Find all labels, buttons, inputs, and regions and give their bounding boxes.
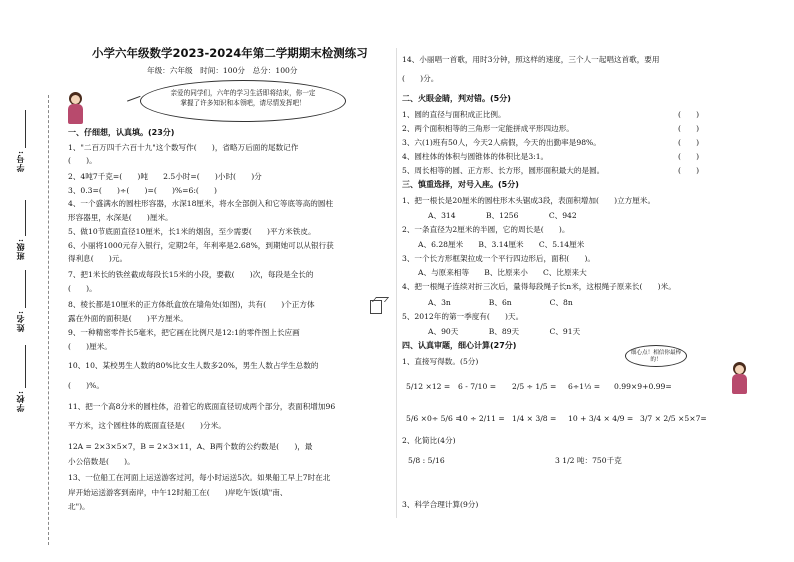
- judge-4-answer[interactable]: ( ): [678, 152, 700, 161]
- section-3-heading: 三、慎重选择，对号入座。(5分): [402, 180, 519, 189]
- judge-3: 3、六(1)班有50人，今天2人病假，今天的出勤率是98%。: [402, 138, 601, 147]
- choice-1-options: A、314 B、1256 C、942: [428, 211, 577, 220]
- judge-5-answer[interactable]: ( ): [678, 166, 700, 175]
- calc-row2-b: 10 ÷ 2/11 =: [458, 414, 505, 423]
- ratio-1: 5/8 : 5/16: [408, 456, 445, 465]
- student-number-label: 学号:: [15, 150, 25, 172]
- greeting-line-1: 亲爱的同学们，六年的学习生活即将结束，你一定: [170, 89, 316, 97]
- exam-info: 年级：六年级 时间：100分 总分：100分: [147, 66, 298, 75]
- school-field[interactable]: [25, 345, 26, 388]
- calc-row1-d: 6÷1⅓ =: [568, 382, 601, 391]
- ratio-heading: 2、化简比(4分): [402, 436, 456, 445]
- judge-1: 1、圆的直径与面积成正比例。: [402, 110, 506, 119]
- question-4-cont: 形容器里，水深是( )厘米。: [68, 213, 173, 222]
- question-5: 5、做10节底面直径10厘米，长1米的烟囱，至少需要( )平方米铁皮。: [68, 227, 316, 236]
- question-11: 11、把一个高8分米的圆柱体，沿着它的底面直径切成两个部分，表面积增加96: [68, 402, 336, 411]
- section-2-heading: 二、火眼金睛，判对错。(5分): [402, 94, 511, 103]
- student-number-field[interactable]: [25, 110, 26, 148]
- greeting-line-2: 掌握了许多知识和本领吧，请尽情发挥吧！: [180, 99, 306, 108]
- calc-row1-a: 5/12 ×12 =: [406, 382, 451, 391]
- question-1-cont: ( )。: [68, 156, 97, 165]
- binding-margin: [0, 0, 60, 562]
- question-4: 4、一个盛满水的圆柱形容器，水深18厘米，将水全部倒入和它等底等高的圆柱: [68, 199, 334, 208]
- section-4-heading: 四、认真审题，细心计算(27分): [402, 341, 517, 350]
- question-13-end: 北")。: [68, 502, 90, 511]
- calc-row1-c: 2/5 ÷ 1/5 =: [512, 382, 557, 391]
- judge-4: 4、圆柱体的体积与圆锥体的体积比是3:1。: [402, 152, 549, 161]
- choice-2-options: A、6.28厘米 B、3.14厘米 C、5.14厘米: [418, 240, 585, 249]
- judge-1-answer[interactable]: ( ): [678, 110, 700, 119]
- question-14-cont: ( )分。: [402, 74, 439, 83]
- choice-5: 5、2012年的第一季度有( )天。: [402, 312, 524, 321]
- calc-1-heading: 1、直接写得数。(5分): [402, 357, 479, 366]
- encourage-bubble: 细心点！相信你最棒的！: [625, 345, 687, 367]
- question-12: 12A = 2×3×5×7，B = 2×3×11，A、B两个数的公约数是( )，最: [68, 442, 313, 451]
- cube-figure: [370, 300, 382, 314]
- calc-row2-c: 1/4 × 3/8 =: [512, 414, 557, 423]
- question-6: 6、小丽将1000元存入银行，定期2年，年利率是2.68%，到期她可以从银行获: [68, 241, 334, 250]
- question-10-cont: ( )%。: [68, 381, 104, 390]
- judge-3-answer[interactable]: ( ): [678, 138, 700, 147]
- calc-row1-b: 6 - 7/10 =: [458, 382, 497, 391]
- ratio-2: 3 1/2 吨：750千克: [555, 456, 622, 465]
- school-label: 学校:: [15, 390, 25, 412]
- question-11-cont: 平方米，这个圆柱体的底面直径是( )分米。: [68, 421, 226, 430]
- choice-4: 4、把一根绳子连续对折三次后，量得每段绳子长n米，这根绳子原来长( )米。: [402, 282, 676, 291]
- question-12-cont: 小公倍数是( )。: [68, 457, 135, 466]
- choice-3-options: A、与原来相等 B、比原来小 C、比原来大: [418, 268, 587, 277]
- choice-3: 3、一个长方形框架拉成一个平行四边形后，面积( )。: [402, 254, 596, 263]
- question-8: 8、棱长都是10厘米的正方体纸盒放在墙角处(如图)，共有( )个正方体: [68, 300, 315, 309]
- choice-2: 2、一条直径为2厘米的半圆，它的周长是( )。: [402, 225, 570, 234]
- class-field[interactable]: [25, 200, 26, 236]
- class-label: 班级:: [15, 238, 25, 260]
- cut-line: [48, 95, 49, 545]
- calc-row2-e: 3/7 × 2/5 ×5×7=: [640, 414, 707, 423]
- question-2: 2、4吨7千克=( )吨 2.5小时=( )小时( )分: [68, 172, 262, 181]
- calc-row2-a: 5/6 ×0÷ 5/6 =: [406, 414, 462, 423]
- judge-2-answer[interactable]: ( ): [678, 124, 700, 133]
- choice-5-options: A、90天 B、89天 C、91天: [428, 327, 581, 336]
- question-10: 10、10、某校男生人数的80%比女生人数多20%，男生人数占学生总数的: [68, 361, 319, 370]
- question-6-cont: 得利息( )元。: [68, 254, 128, 263]
- greeting-bubble: [140, 80, 346, 122]
- question-7-cont: ( )。: [68, 284, 97, 293]
- choice-4-options: A、3n B、6n C、8n: [428, 298, 573, 307]
- question-13: 13、一位船工在河面上运送游客过河，每小时运送5次。如果船工早上7时在北: [68, 473, 331, 482]
- question-7: 7、把1米长的铁丝截成每段长15米的小段，要截( )次，每段是全长的: [68, 270, 314, 279]
- choice-1: 1、把一根长是20厘米的圆柱形木头锯成3段，表面积增加( )立方厘米。: [402, 196, 656, 205]
- name-field[interactable]: [25, 270, 26, 308]
- judge-5: 5、周长相等的圆、正方形、长方形，圆形面积最大的是圆。: [402, 166, 605, 175]
- student-illustration: [730, 362, 750, 396]
- calc-row1-e: 0.99×9+0.99=: [614, 382, 672, 391]
- calc-row2-d: 10 + 3/4 × 4/9 =: [568, 414, 634, 423]
- question-9-cont: ( )厘米。: [68, 342, 112, 351]
- page-title: 小学六年级数学2023-2024年第二学期期末检测练习: [92, 46, 368, 60]
- name-label: 姓名:: [15, 310, 25, 332]
- question-14: 14、小丽唱一首歌，用时3分钟，照这样的速度，三个人一起唱这首歌，要用: [402, 55, 660, 64]
- teacher-illustration: [66, 92, 86, 126]
- question-9: 9、一种精密零件长5毫米，把它画在比例尺是12:1的零件图上长应画: [68, 328, 300, 337]
- judge-2: 2、两个面积相等的三角形一定能拼成平形四边形。: [402, 124, 574, 133]
- section-1-heading: 一、仔细想，认真填。(23分): [68, 128, 175, 137]
- question-1: 1、"二百万四千六百十九"这个数写作( )，省略万后面的尾数记作: [68, 143, 299, 152]
- calc-3-heading: 3、科学合理计算(9分): [402, 500, 479, 509]
- question-8-cont: 露在外面的面积是( )平方厘米。: [68, 314, 188, 323]
- question-13-cont: 岸开始运送游客到南岸，中午12时船工在( )岸吃午饭(填"南、: [68, 488, 288, 497]
- column-divider: [396, 48, 397, 518]
- question-3: 3、0.3=( )÷( )=( )%=6:( ): [68, 186, 218, 195]
